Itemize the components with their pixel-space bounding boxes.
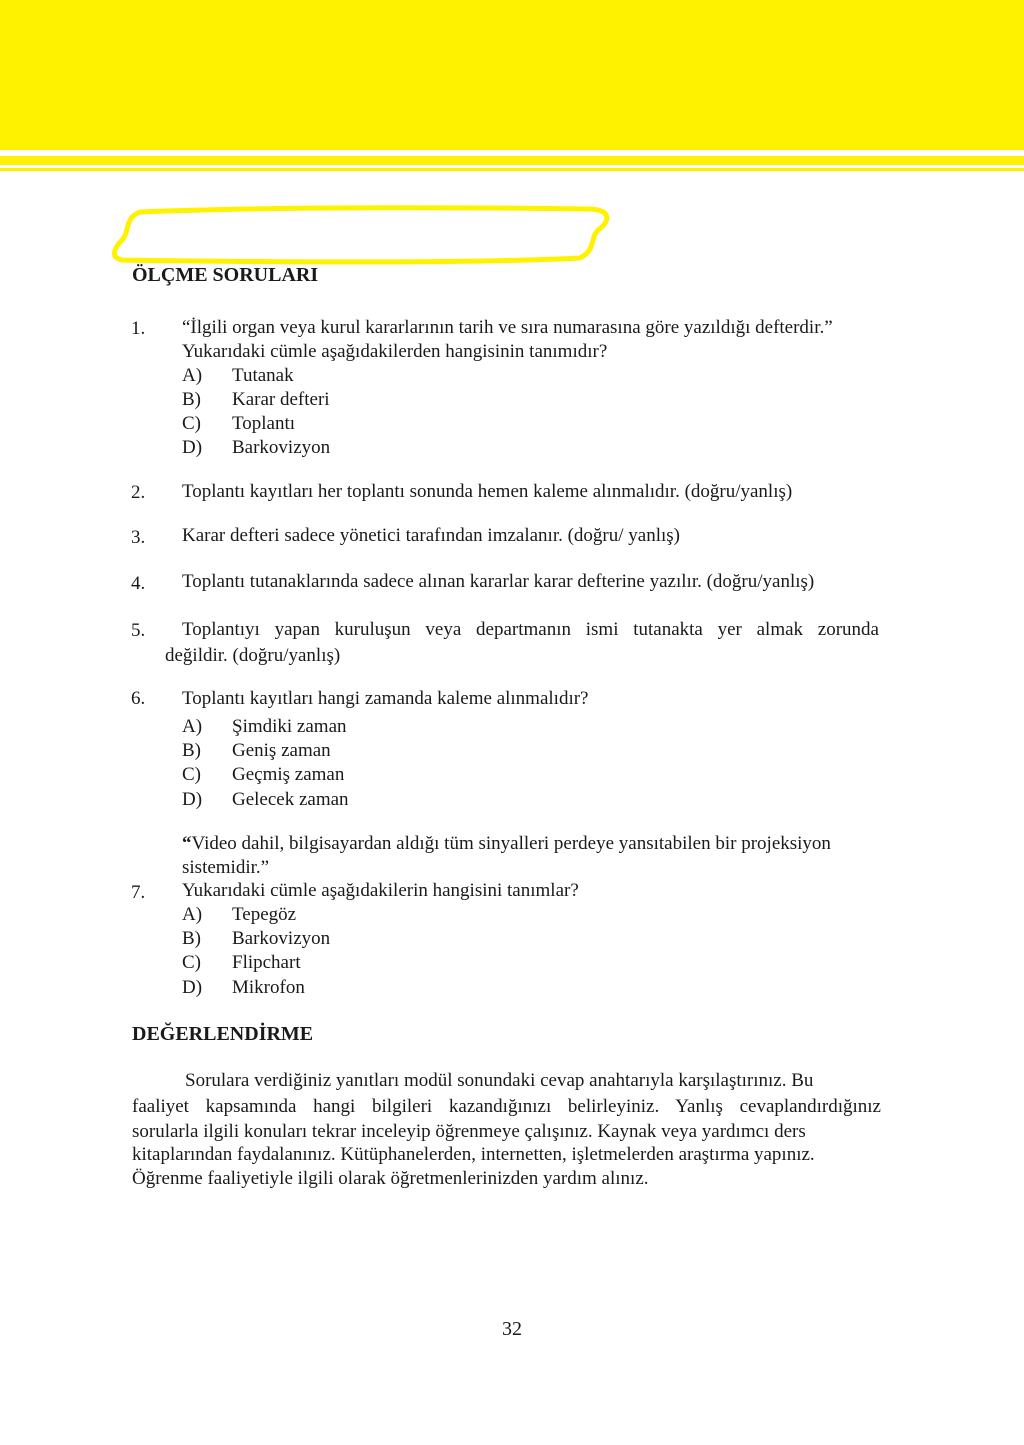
question-number: 1. <box>131 318 146 339</box>
quote-text <box>182 833 831 855</box>
question-number: 5. <box>131 620 146 641</box>
option-text: Şimdiki zaman <box>232 716 347 737</box>
quote-line: sistemidir.” <box>182 857 270 878</box>
option-text: Tutanak <box>232 365 294 386</box>
option-letter: C) <box>182 952 201 973</box>
header-banner <box>0 0 1024 150</box>
paragraph-line: sorularla ilgili konuları tekrar inceleyip öğrenmeye çalışınız. Kaynak veya yardımcı ders <box>132 1121 806 1142</box>
option-letter: B) <box>182 740 201 761</box>
option-letter: D) <box>182 977 203 998</box>
paragraph-line: Sorulara verdiğiniz yanıtları modül sonundaki cevap anahtarıyla karşılaştırınız. Bu <box>185 1070 814 1091</box>
option-text: Flipchart <box>232 952 301 973</box>
quote-line: Video dahil, bilgisayardan aldığı tüm sinyalleri perdeye yansıtabilen bir projeksiyon <box>191 833 831 854</box>
question-number: 3. <box>131 527 146 548</box>
option-letter: A) <box>182 716 203 737</box>
paragraph-line: kitaplarından faydalanınız. Kütüphanelerden, internetten, işletmelerden araştırma yapınız. <box>132 1144 815 1165</box>
option-text: Geniş zaman <box>232 740 331 761</box>
option-text: Mikrofon <box>232 977 305 998</box>
option-text: Tepegöz <box>232 904 297 925</box>
heading-highlight-outline <box>110 204 615 268</box>
question-text: “İlgili organ veya kurul kararlarının tarih ve sıra numarasına göre yazıldığı defterdir.” <box>182 317 833 338</box>
option-text: Geçmiş zaman <box>232 764 345 785</box>
option-letter: A) <box>182 904 203 925</box>
option-text: Karar defteri <box>232 389 330 410</box>
option-text: Toplantı <box>232 413 296 434</box>
section-heading-olcme: ÖLÇME SORULARI <box>132 264 319 286</box>
option-letter: C) <box>182 413 201 434</box>
quote-open-mark: “ <box>182 833 192 854</box>
question-number: 7. <box>131 882 146 903</box>
section-heading-degerlendirme: DEĞERLENDİRME <box>132 1023 314 1045</box>
question-text: Karar defteri sadece yönetici tarafından imzalanır. (doğru/ yanlış) <box>182 525 680 546</box>
question-number: 6. <box>131 688 146 709</box>
header-stripe-thin <box>0 168 1024 171</box>
paragraph-line: faaliyet kapsamında hangi bilgileri kazandığınızı belirleyiniz. Yanlış cevaplandırdığınız <box>132 1096 881 1117</box>
page-number: 32 <box>502 1318 522 1340</box>
question-text: Toplantıyı yapan kuruluşun veya departmanın ismi tutanakta yer almak zorunda <box>182 619 879 640</box>
question-text: değildir. (doğru/yanlış) <box>165 645 341 666</box>
question-text: Yukarıdaki cümle aşağıdakilerin hangisini tanımlar? <box>182 880 579 901</box>
option-letter: C) <box>182 764 201 785</box>
question-text: Toplantı tutanaklarında sadece alınan kararlar karar defterine yazılır. (doğru/yanlış) <box>182 571 815 592</box>
question-text: Toplantı kayıtları her toplantı sonunda hemen kaleme alınmalıdır. (doğru/yanlış) <box>182 481 793 502</box>
question-number: 2. <box>131 482 146 503</box>
option-letter: B) <box>182 389 201 410</box>
header-stripe <box>0 156 1024 165</box>
option-letter: A) <box>182 365 203 386</box>
option-text: Gelecek zaman <box>232 789 349 810</box>
paragraph-line: Öğrenme faaliyetiyle ilgili olarak öğretmenlerinizden yardım alınız. <box>132 1168 649 1189</box>
question-number: 4. <box>131 573 146 594</box>
option-letter: D) <box>182 789 203 810</box>
question-text: Yukarıdaki cümle aşağıdakilerden hangisinin tanımıdır? <box>182 341 608 362</box>
option-text: Barkovizyon <box>232 437 331 458</box>
question-text: Toplantı kayıtları hangi zamanda kaleme alınmalıdır? <box>182 688 589 709</box>
option-letter: D) <box>182 437 203 458</box>
option-letter: B) <box>182 928 201 949</box>
option-text: Barkovizyon <box>232 928 331 949</box>
